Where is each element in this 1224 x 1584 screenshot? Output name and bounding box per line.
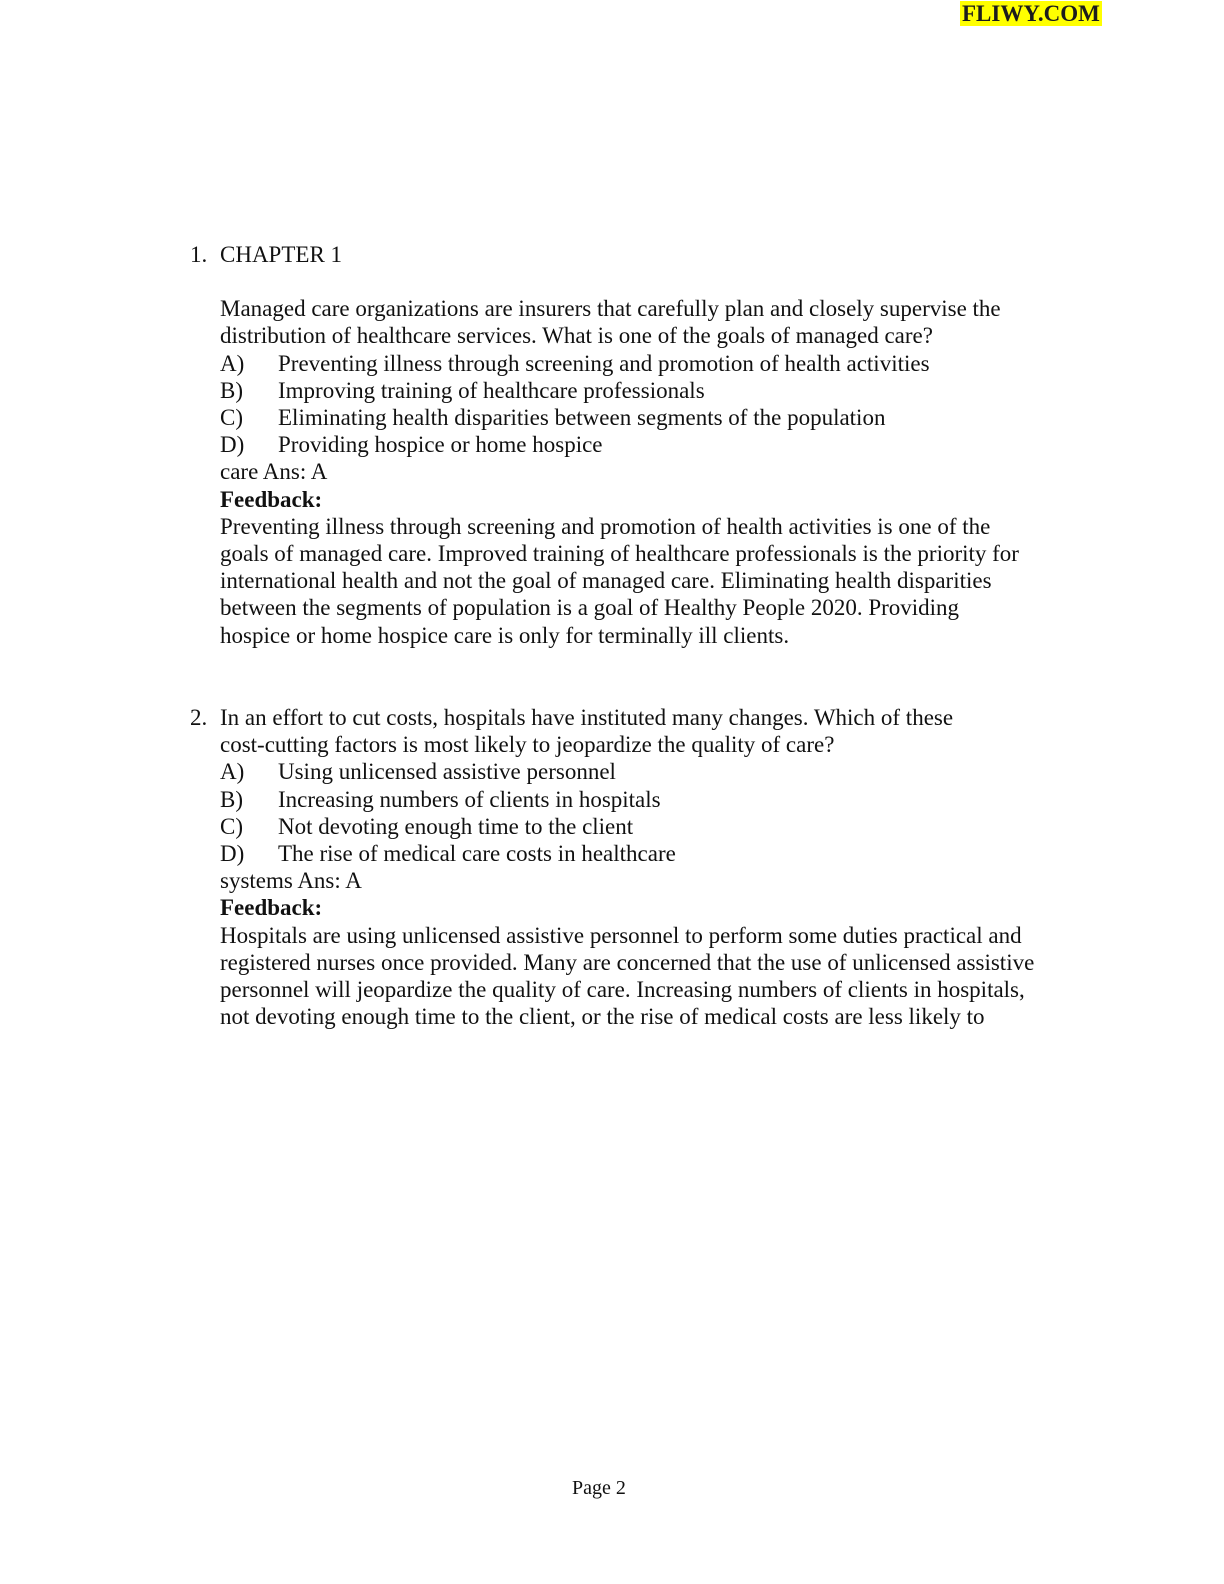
spacer [220,268,1080,295]
answer-option [220,786,1080,813]
feedback-label: Feedback: [220,895,323,921]
feedback-line: Hospitals are using unlicensed assistive personnel to perform some duties practical and [220,922,1022,948]
answer-line: systems Ans: A [220,868,362,894]
option-letter: A) [220,759,245,785]
option-text: Using unlicensed assistive personnel [278,759,616,785]
feedback-label: Feedback: [220,486,323,512]
option-letter: B) [220,377,243,403]
feedback-line: registered nurses once provided. Many are concerned that the use of unlicensed assistive [220,949,1035,975]
answer-option [220,431,1080,458]
question-body [220,704,1080,1030]
option-text: Improving training of healthcare professionals [278,377,705,403]
option-text: Eliminating health disparities between segments of the population [278,405,886,431]
feedback-line: goals of managed care. Improved training of healthcare professionals is the priority for [220,541,1019,567]
question-stem-line: Managed care organizations are insurers that carefully plan and closely supervise the [220,296,1001,322]
feedback-line: Preventing illness through screening and promotion of health activities is one of the [220,513,991,539]
question-number: 2. [190,705,208,730]
question-stem-line: distribution of healthcare services. What is one of the goals of managed care? [220,323,933,349]
option-letter: C) [220,813,243,839]
answer-option [220,350,1080,377]
answer-option [220,813,1080,840]
answer-option [220,404,1080,431]
watermark-badge: FLIWY.COM [962,1,1100,26]
feedback-line: not devoting enough time to the client, or the rise of medical costs are less likely to [220,1004,985,1030]
page-number: Page 2 [572,1477,626,1499]
option-text: Increasing numbers of clients in hospitals [278,786,661,812]
question-number: 1. [190,242,208,267]
question-stem-line: In an effort to cut costs, hospitals have instituted many changes. Which of these [220,705,954,730]
answer-option [220,377,1080,404]
question-body [220,241,1080,649]
option-letter: D) [220,841,245,867]
question-stem-line: cost-cutting factors is most likely to jeopardize the quality of care? [220,732,835,758]
chapter-heading: CHAPTER 1 [220,242,343,267]
option-letter: B) [220,786,243,812]
feedback-line: international health and not the goal of managed care. Eliminating health disparities [220,568,992,594]
feedback-line: hospice or home hospice care is only for terminally ill clients. [220,622,790,648]
option-text: Providing hospice or home hospice [278,432,603,458]
feedback-line: personnel will jeopardize the quality of care. Increasing numbers of clients in hospitals, [220,977,1025,1003]
option-letter: A) [220,350,245,376]
option-text: Not devoting enough time to the client [278,813,634,839]
option-text: The rise of medical care costs in healthcare [278,841,676,867]
answer-line: care Ans: A [220,459,328,485]
answer-option [220,840,1080,867]
answer-option [220,758,1080,785]
option-text: Preventing illness through screening and promotion of health activities [278,350,930,376]
option-letter: C) [220,405,243,431]
feedback-line: between the segments of population is a goal of Healthy People 2020. Providing [220,595,960,621]
option-letter: D) [220,432,245,458]
